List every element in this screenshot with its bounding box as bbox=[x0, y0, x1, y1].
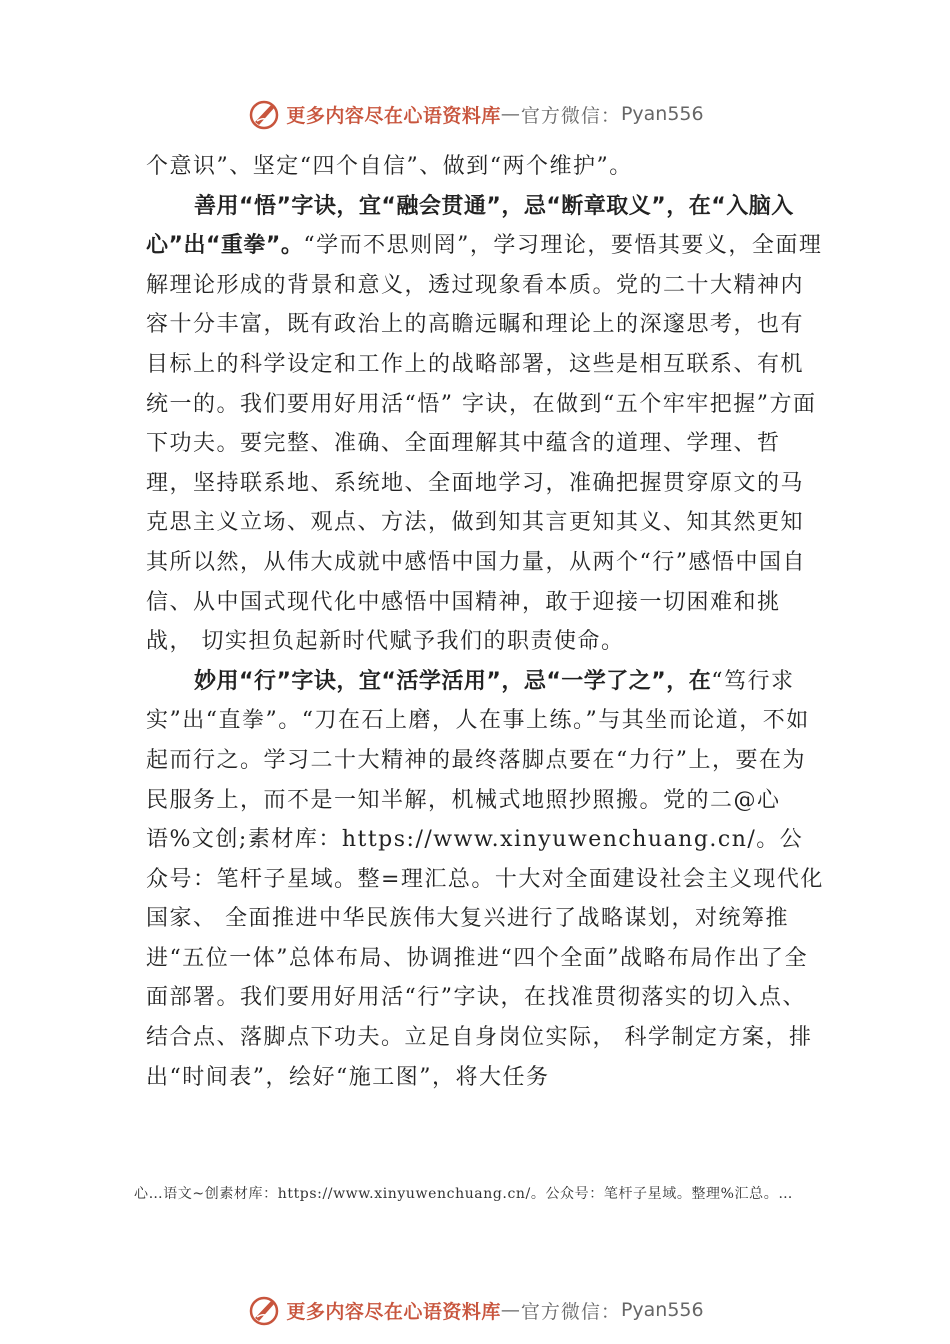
paragraph-text: 个意识”、坚定“四个自信”、做到“两个维护”。 bbox=[146, 154, 633, 179]
paragraph-text: “学而不思则罔”，学习理论，要悟其要义，全面理解理论形成的背景和意义，透过现象看本质。党的二十大精神内容十分丰富，既有政治上的高瞻远瞩和理论上的深邃思考，也有目标上的科学设定和工作上的战略部署，这些是相互联系、有机统一的。我们要用好用活“悟” 字诀，在做到“五个牢牢把握”方面下功夫。要完整、准确、全面理解其中蕴含的道理、学理、哲理，坚持联系地、系统地、全面地学习，准确把握贯穿原文的马克思主义立场、观点、方法，做到知其言更知其义、知其然更知其所以然，从伟大成就中感悟中国力量，从两个“行”感悟中国自信、从中国式现代化中感悟中国精神，敢于迎接一切困难和挑战， 切实担负起新时代赋予我们的职责使命。 bbox=[146, 233, 823, 655]
brush-logo-icon bbox=[246, 96, 282, 132]
paragraph-1 bbox=[146, 147, 826, 187]
paragraph-3 bbox=[146, 662, 826, 1098]
header-banner bbox=[0, 94, 950, 134]
banner-dash: — bbox=[500, 103, 521, 125]
footer-banner bbox=[0, 1290, 950, 1330]
brush-logo-icon bbox=[246, 1292, 282, 1328]
paragraph-2 bbox=[146, 187, 826, 662]
banner-wechat-id: Pyan556 bbox=[620, 1299, 704, 1321]
footnote: 心…语文~创素材库：https://www.xinyuwenchuang.cn/。公众号：笔杆子星域。整理%汇总。… bbox=[134, 1186, 793, 1202]
banner-wechat-label: 官方微信： bbox=[520, 104, 621, 127]
paragraph-heading: 善用“悟”字诀，宜“融会贯通”，忌“断章取义”，在“入脑入心”出“重拳”。 bbox=[146, 193, 794, 259]
banner-wechat-id: Pyan556 bbox=[620, 103, 704, 125]
document-body bbox=[146, 147, 826, 1097]
paragraph-text: “笃行求实”出“直拳”。“刀在石上磨，人在事上练。”与其坐而论道，不如起而行之。学习二十大精神的最终落脚点要在“力行”上，要在为民服务上，而不是一知半解，机械式地照抄照搬。党的二@心语%文创;素材库：https://www.xinyuwenchuang.cn/。公众号：笔杆子星域。整=理汇总。十大对全面建设社会主义现代化国家、 全面推进中华民族伟大复兴进行了战略谋划，对统筹推进“五位一体”总体布局、协调推进“四个全面”战略布局作出了全面部署。我们要用好用活“行”字诀，在找准贯彻落实的切入点、结合点、落脚点下功夫。立足自身岗位实际， 科学制定方案，排出“时间表”，绘好“施工图”，将大任务 bbox=[146, 668, 824, 1090]
banner-wechat-label: 官方微信： bbox=[520, 1300, 621, 1323]
banner-title: 更多内容尽在心语资料库 bbox=[286, 1300, 501, 1323]
banner-dash: — bbox=[500, 1299, 521, 1321]
paragraph-heading: 妙用“行”字诀，宜“活学活用”，忌“一学了之”，在 bbox=[194, 668, 712, 694]
banner-title: 更多内容尽在心语资料库 bbox=[286, 104, 501, 127]
